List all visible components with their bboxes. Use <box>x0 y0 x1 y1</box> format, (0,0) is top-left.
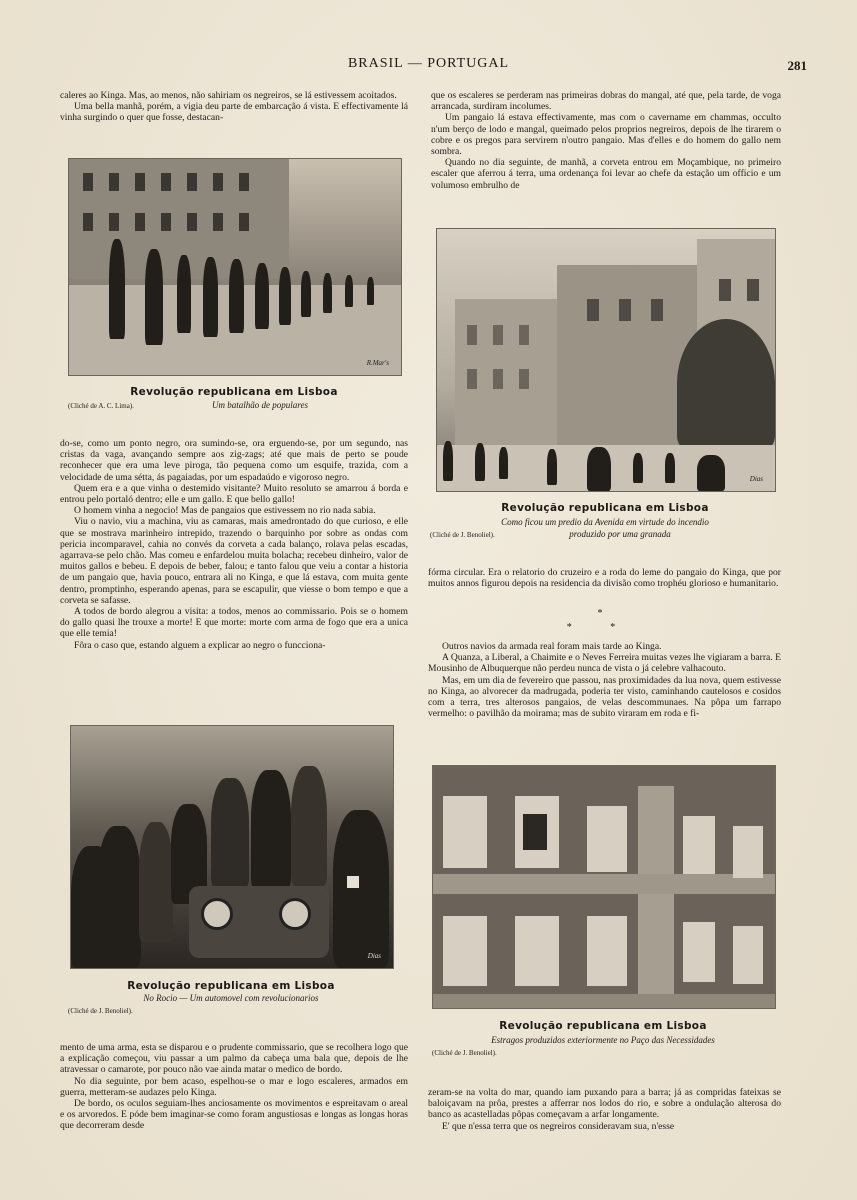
caption-photo-2-line-2: produzido por uma granada <box>569 529 671 539</box>
text-left-top <box>60 90 408 124</box>
paragraph: Viu o navio, viu a machina, viu as camaras, mais amedrontado do que curioso, e elle que se mostrava marinheiro intrepido, trazendo o barquinho por sobre as ondas com pericia incomparavel, cahia no convés da corveta a cada balanço, rolava pelas escadas, agarrava-se pelo chão. Mas comeu e enfardelou muita bolacha; recebeu dinheiro, valor de muitos gallos e bebeu. E depois de beber, falou; e tanto falou que veiu a contar a historia de um pangaio que, havia pouco, entrara ali no Kinga, e que lá estava, com muita gente dentro, promptinho, esperando apenas, para se escapulir, que viesse o bom tempo e que a corveta se safasse. <box>60 516 408 606</box>
paragraph: A Quanza, a Liberal, a Chaimite e o Neves Ferreira muitas vezes lhe vigiaram a barra. E Mousinho de Albuquerque não perdeu nunca de vista o já celebre valhacouto. <box>428 652 781 675</box>
photo-signature: R.Mar's <box>366 359 389 367</box>
paragraph: No dia seguinte, por bem acaso, espelhou-se o mar e logo escaleres, armados em guerra, metteram-se audazes pelo Kinga. <box>60 1075 408 1098</box>
section-divider-star-top: * <box>597 608 603 619</box>
caption-photo-3: No Rocio — Um automovel com revolucionarios <box>143 993 319 1003</box>
photo-signature: Dias <box>749 475 763 483</box>
text-right-middle <box>428 567 781 589</box>
text-right-lower <box>428 641 781 719</box>
paragraph: Quem era e a que vinha o destemido visitante? Muito resoluto se amarrou á borda e entrou pelo portaló dentro; elle e um gallo. E que bello gallo! <box>60 482 408 506</box>
caption-photo-2-line-1: Como ficou um predio da Avenida em virtude do incendio <box>501 517 709 527</box>
paragraph: De bordo, os oculos seguiam-lhes anciosamente os movimentos e espreitavam o areal e os arvoredos. E póde bem imaginar-se como foram angustiosas e longas as longas horas que decorreram desde <box>60 1098 408 1132</box>
paragraph: do-se, como um ponto negro, ora sumindo-se, ora erguendo-se, por um segundo, nas cristas da vaga, avançando sempre aos zig-zags; até que mais de perto se poude reconhecer que era uma leve piroga, tão pequena como um esquife, trazida, com a velocidade de uma sétta, ás pagaiadas, por um espadaúdo e vigoroso negro. <box>60 438 408 483</box>
paragraph: zeram-se na volta do mar, quando iam puxando para a barra; já as compridas fateixas se baloiçavam na prôa, prestes a afferrar nos lodos do rio, e sobre a ondulação alterosa do banco as acastelladas pôpas começavam a arfar longamente. <box>428 1087 781 1121</box>
paragraph: Outros navios da armada real foram mais tarde ao Kinga. <box>442 641 662 652</box>
paragraph: E' que n'essa terra que os negreiros consideravam sua, n'esse <box>442 1120 675 1132</box>
credit-photo-1: (Cliché de A. C. Lima). <box>68 402 134 410</box>
paragraph: Um pangaio lá estava effectivamente, mas com o cavername em chammas, occulto n'um berço de lodo e mangal, queimado pelos proprios negreiros, depois de lhe tirarem o cobre e os pregos para servirem n'outro pangaio. Mas d'elles e do homem do gallo nem sombra. <box>431 112 781 158</box>
paragraph: que os escaleres se perderam nas primeiras dobras do mangal, até que, pela tarde, de voga arrancada, surdiram incolumes. <box>431 90 781 113</box>
text-left-bottom <box>60 1042 408 1132</box>
photo-predio-avenida <box>436 228 776 492</box>
paragraph: Uma bella manhã, porém, a vigia deu parte de embarcação á vista. E effectivamente lá vinha surgindo o quer que fosse, destacan- <box>60 101 408 124</box>
caption-photo-1: Um batalhão de populares <box>212 400 308 410</box>
photo-batalhao-populares <box>68 158 402 376</box>
paragraph: Mas, em um dia de fevereiro que passou, nas proximidades da lua nova, quem estivesse no Kinga, ao alvorecer da madrugada, poderia ter visto, caminhando cautelosos e cosidos com a terra, tres alterosos pangaios, de velas descommunaes. Na pôpa um farrapo vermelho: o pavilhão da moirama; mas de subito viraram em roda e fi- <box>428 674 781 720</box>
text-right-bottom <box>428 1087 781 1132</box>
page-header-title: BRASIL — PORTUGAL <box>347 56 510 71</box>
paragraph: Fôra o caso que, estando alguem a explicar ao negro o funcciona- <box>74 639 326 651</box>
photo-signature: Dias <box>367 952 381 960</box>
paragraph: caleres ao Kinga. Mas, ao menos, não sahiriam os negreiros, se lá estivessem acoitados. <box>60 90 397 101</box>
photo-paco-necessidades <box>432 765 776 1009</box>
paragraph: mento de uma arma, esta se disparou e o prudente commissario, que se recolhera logo que a explicação começou, viu passar a um palmo da cabeça uma bala que, depois de lhe atravessar o camarote, por pouco não vae ainda matar o medico de bordo. <box>60 1042 408 1076</box>
page-number: 281 <box>787 58 807 73</box>
credit-photo-3: (Cliché de J. Benoliel). <box>68 1007 133 1015</box>
paragraph: A todos de bordo alegrou a visita: a todos, menos ao commissario. Pois se o homem do gallo quasi lhe trouxe a morte! E que morte: morte com arma de fogo que era a unica que elle temia! <box>60 606 408 640</box>
text-left-middle <box>60 438 408 651</box>
caption-title-photo-3: Revolução republicana em Lisboa <box>127 980 335 992</box>
caption-title-photo-1: Revolução republicana em Lisboa <box>130 386 338 398</box>
caption-title-photo-2: Revolução republicana em Lisboa <box>501 502 709 514</box>
paragraph: fórma circular. Era o relatorio do cruzeiro e a roda do leme do pangaio do Kinga, que por muitos annos figurou depois na residencia da divisão como trophéu glorioso e humanitario. <box>428 567 781 590</box>
text-right-top <box>431 90 781 191</box>
caption-title-photo-4: Revolução republicana em Lisboa <box>499 1020 707 1032</box>
section-divider-star-bottom: * * <box>566 622 634 633</box>
photo-automovel-rocio <box>70 725 394 969</box>
paragraph: O homem vinha a negocio! Mas de pangaios que estivessem no rio nada sabia. <box>74 505 376 517</box>
caption-photo-4: Estragos produzidos exteriormente no Paço das Necessidades <box>491 1035 715 1045</box>
credit-photo-4: (Cliché de J. Benoliel). <box>432 1049 497 1057</box>
credit-photo-2: (Cliché de J. Benoliel). <box>430 531 495 539</box>
paragraph: Quando no dia seguinte, de manhã, a corveta entrou em Moçambique, no primeiro escaler que aferrou á terra, uma ordenança foi levar ao chefe da estação um officio e um volumoso embrulho de <box>431 157 781 191</box>
